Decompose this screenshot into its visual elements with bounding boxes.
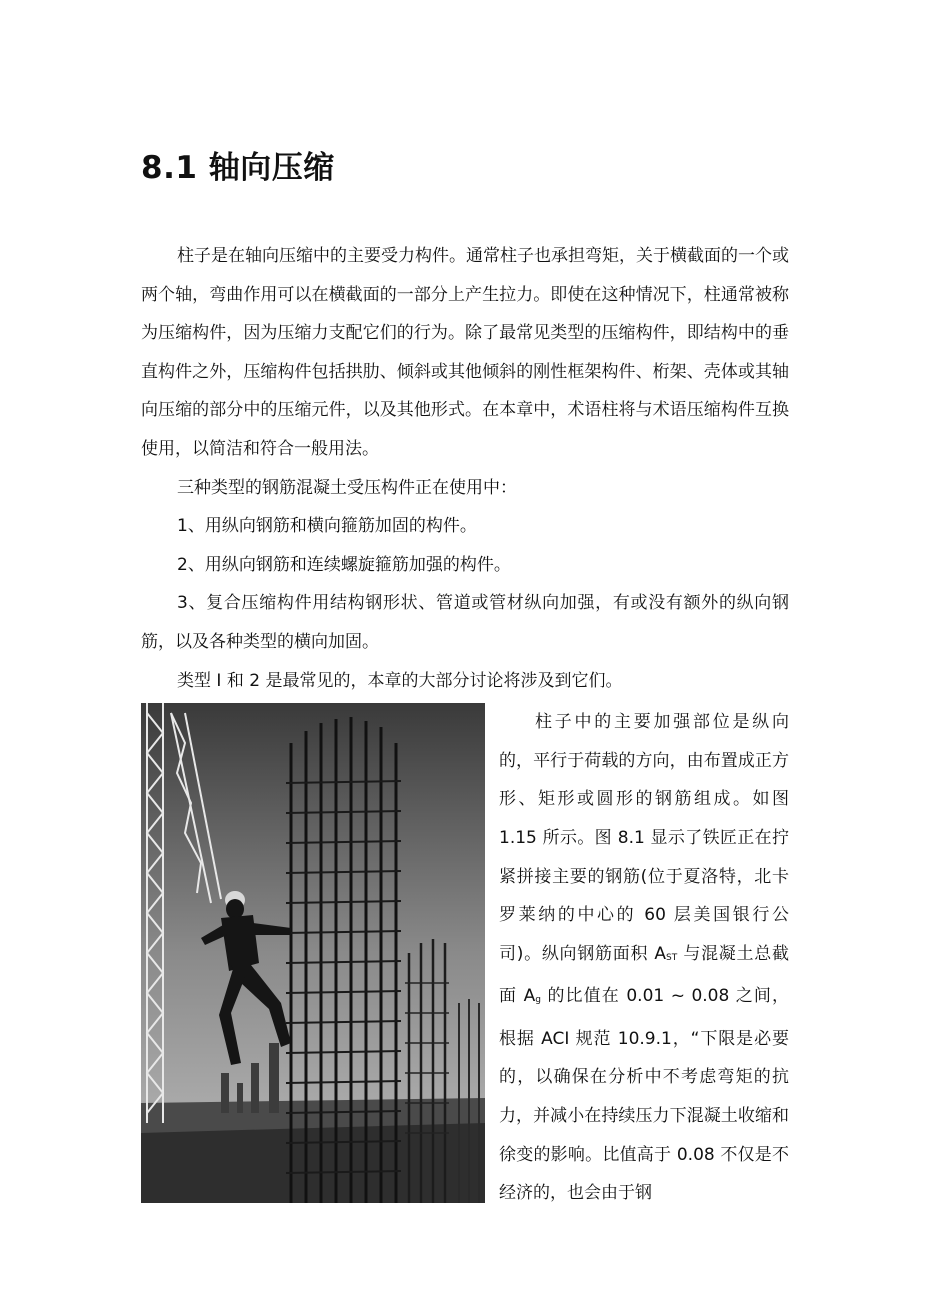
- subscript-g: g: [535, 995, 541, 1006]
- body-text: [141, 237, 789, 1203]
- section-heading: 8.1 轴向压缩: [141, 150, 335, 186]
- list-item-2: 2、用纵向钢筋和连续螺旋箍筋加强的构件。: [177, 554, 511, 575]
- construction-worker-photo: [141, 703, 485, 1203]
- side-text-part-2: 与混凝土总截面 A: [499, 943, 789, 1007]
- figure-with-text: [141, 703, 789, 1203]
- side-text-part-3: 的比值在 0.01 ~ 0.08 之间，根据 ACI 规范 10.9.1，“下限是必要的，以确保在分析中不考虑弯矩的抗力，并减小在持续压力下混凝土收缩和徐变的影响。比值高于 0.08 不仅是不经济的，也会由于钢: [499, 986, 789, 1204]
- subscript-st: ST: [665, 952, 678, 963]
- paragraph-intro: 柱子是在轴向压缩中的主要受力构件。通常柱子也承担弯矩，关于横截面的一个或两个轴，弯曲作用可以在横截面的一部分上产生拉力。即使在这种情况下，柱通常被称为压缩构件，因为压缩力支配它们的行为。除了最常见类型的压缩构件，即结构中的垂直构件之外，压缩构件包括拱肋、倾斜或其他倾斜的刚性框架构件、桁架、壳体或其轴向压缩的部分中的压缩元件，以及其他形式。在本章中，术语柱将与术语压缩构件互换使用，以简洁和符合一般用法。: [141, 246, 789, 459]
- side-text-part-1: 柱子中的主要加强部位是纵向的，平行于荷载的方向，由布置成正方形、矩形或圆形的钢筋组成。如图 1.15 所示。图 8.1 显示了铁匠正在拧紧拼接主要的钢筋(位于夏洛特，北卡罗莱纳的中心的 60 层美国银行公司)。纵向钢筋面积 A: [499, 712, 789, 964]
- paragraph-common: 类型 I 和 2 是最常见的，本章的大部分讨论将涉及到它们。: [177, 670, 623, 691]
- paragraph-types: 三种类型的钢筋混凝土受压构件正在使用中：: [177, 477, 517, 498]
- side-paragraph: [499, 703, 789, 1213]
- list-item-3: 3、复合压缩构件用结构钢形状、管道或管材纵向加强，有或没有额外的纵向钢筋，以及各种类型的横向加固。: [141, 593, 789, 652]
- list-item-1: 1、用纵向钢筋和横向箍筋加固的构件。: [177, 516, 477, 537]
